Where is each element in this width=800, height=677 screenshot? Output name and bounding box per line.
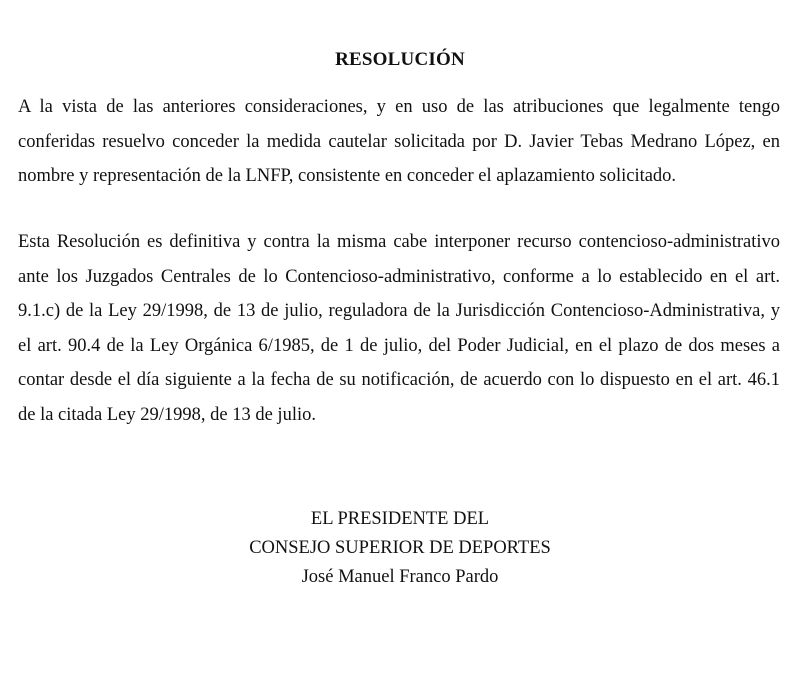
- paragraph-appeal: Esta Resolución es definitiva y contra la misma cabe interponer recurso contencioso-administrativo ante los Juzgados Centrales de lo Contencioso-administrativo, conforme a lo establecido en el art. 9.1.c) de la Ley 29/1998, de 13 de julio, reguladora de la Jurisdicción Contencioso-Administrativa, y el art. 90.4 de la Ley Orgánica 6/1985, de 1 de julio, del Poder Judicial, en el plazo de dos meses a contar desde el día siguiente a la fecha de su notificación, de acuerdo con lo dispuesto en el art. 46.1 de la citada Ley 29/1998, de 13 de julio.: [18, 232, 780, 425]
- signature-title-line1: EL PRESIDENTE DEL: [310, 509, 490, 529]
- paragraph-resolution: A la vista de las anteriores consideraciones, y en uso de las atribuciones que legalmente tengo conferidas resuelvo conceder la medida cautelar solicitada por D. Javier Tebas Medrano López, en nombre y representación de la LNFP, consistente en conceder el aplazamiento solicitado.: [18, 97, 780, 186]
- signature-block: [0, 505, 800, 592]
- signature-name: José Manuel Franco Pardo: [301, 567, 499, 587]
- document-title: RESOLUCIÓN: [335, 49, 465, 70]
- signature-title-line2: CONSEJO SUPERIOR DE DEPORTES: [249, 538, 551, 558]
